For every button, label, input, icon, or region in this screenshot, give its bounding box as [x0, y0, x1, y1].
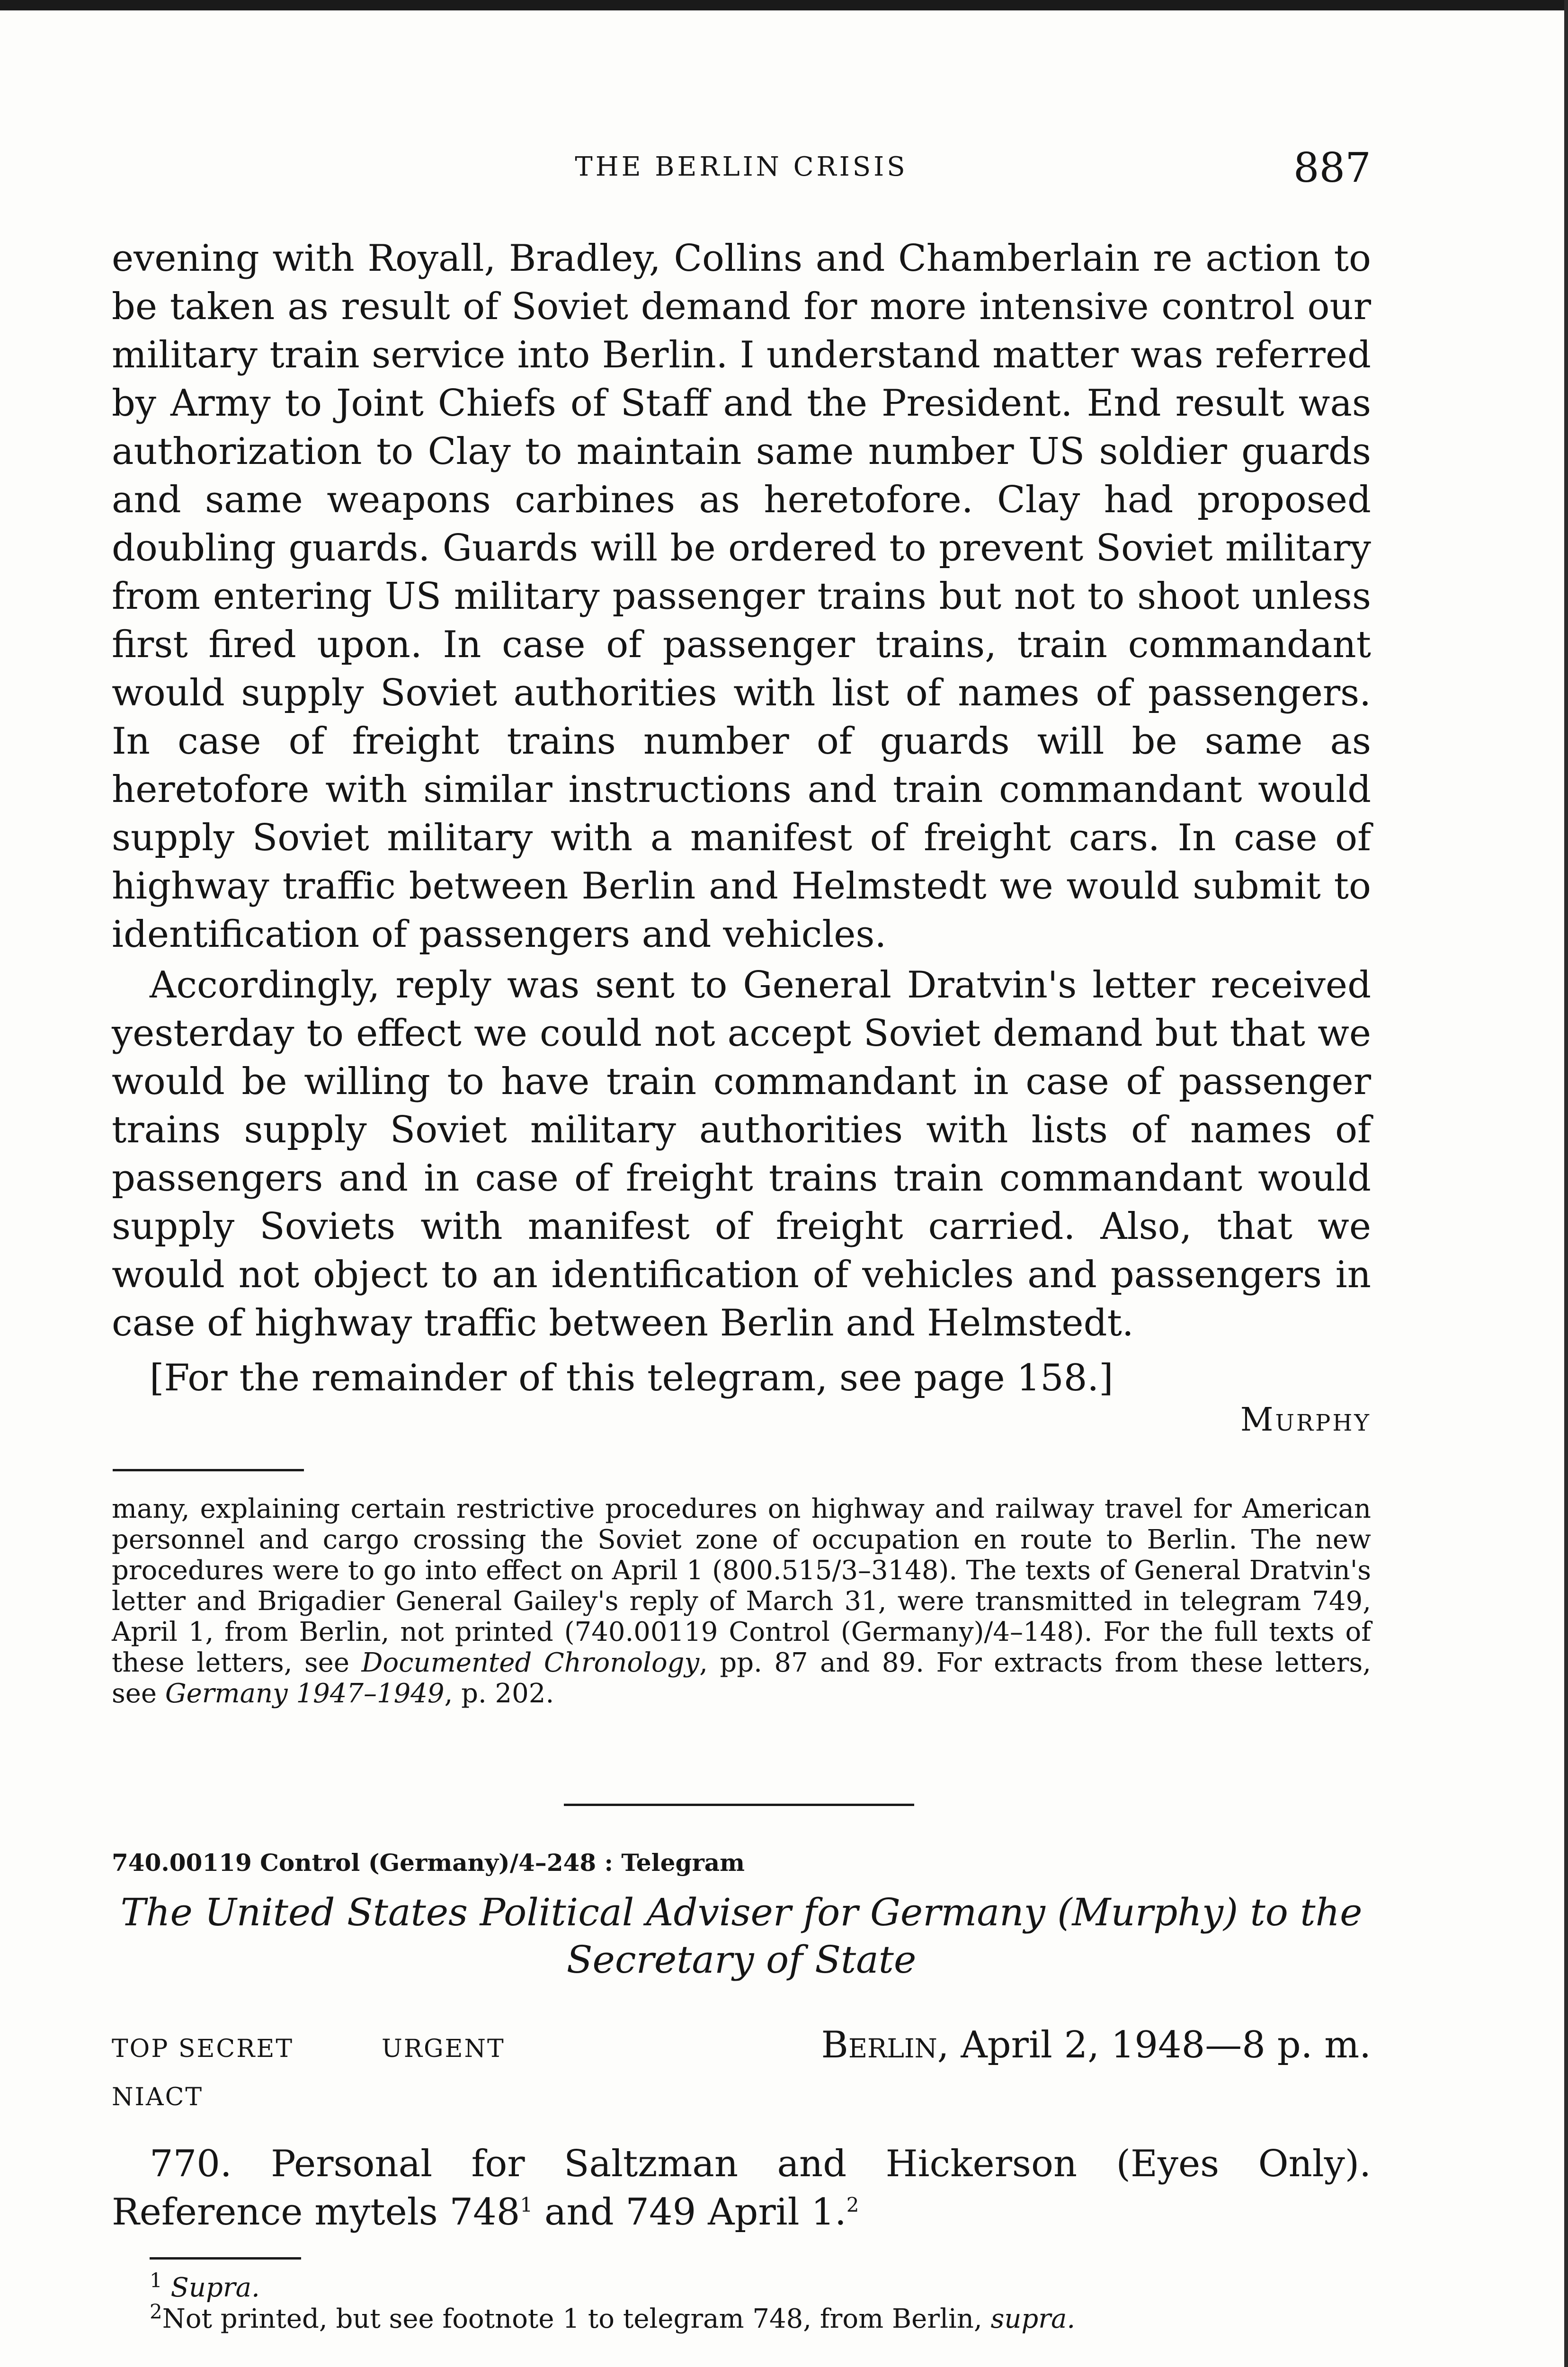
- footnote-text: Not printed, but see footnote 1 to telegram 748, from Berlin,: [162, 2304, 991, 2334]
- footnote-italic: Germany 1947–1949: [165, 1678, 445, 1709]
- message-text: 770. Personal for Saltzman and Hickerson (Eyes Only). Reference mytels 748: [112, 2143, 1371, 2234]
- body-paragraph-2: Accordingly, reply was sent to General Dratvin's letter received yesterday to effect we could not accept Soviet demand but that we would be willing to have train commandant in case of passenger trains supply Soviet military authorities with lists of names of passengers and in case of freight trains train commandant would supply Soviets with manifest of freight carried. Also, that we would not object to an identification of vehicles and passengers in case of highway traffic between Berlin and Helmstedt.: [112, 964, 1371, 1344]
- footnote-text: Supra.: [170, 2272, 260, 2303]
- dateline: [821, 2024, 1372, 2066]
- message-body: [112, 2140, 1371, 2236]
- footnote-text: many, explaining certain restrictive procedures on highway and railway travel for American personnel and cargo crossing the Soviet zone of occupation en route to Berlin. The new procedures were to go into effect on April 1 (800.515/3–3148). The texts of General Dratvin's letter and Brigadier General Gailey's reply of March 31, were transmitted in telegram 749, April 1, from Berlin, not printed (740.00119 Control (Germany)/4–148). For the full texts of these letters, see: [112, 1494, 1371, 1678]
- footnote-italic: supra.: [990, 2304, 1076, 2334]
- footnote-text: , pp. 87 and 89. For extracts from these letters, see: [112, 1647, 1371, 1709]
- footnote-1: [150, 2269, 260, 2304]
- footnote-ref-1: 1: [520, 2193, 533, 2216]
- message-text: and 749 April 1.: [533, 2191, 846, 2234]
- footnote-2: [150, 2300, 1076, 2335]
- scan-right-edge: [1564, 0, 1568, 2367]
- dateline-date: , April 2, 1948—8 p. m.: [937, 2024, 1371, 2066]
- classification-top-secret: TOP SECRET: [112, 2035, 294, 2063]
- footnote-rule: [113, 1469, 304, 1471]
- classification-urgent: URGENT: [382, 2035, 505, 2063]
- body-paragraph-3: [For the remainder of this telegram, see page 158.]: [150, 1357, 1114, 1399]
- footnote-italic: Documented Chronology: [361, 1647, 700, 1678]
- body-paragraph-1: evening with Royall, Bradley, Collins and Chamberlain re action to be taken as result of Soviet demand for more intensive control our military train service into Berlin. I understand matter was referred by Army to Joint Chiefs of Staff and the President. End result was authorization to Clay to maintain same number US soldier guards and same weapons carbines as heretofore. Clay had proposed doubling guards. Guards will be ordered to prevent Soviet military from entering US military passenger trains but not to shoot unless first fired upon. In case of passenger trains, train commandant would supply Soviet authorities with list of names of passengers. In case of freight trains number of guards will be same as heretofore with similar instructions and train commandant would supply Soviet military with a manifest of freight cars. In case of highway traffic between Berlin and Helmstedt we would submit to identification of passengers and vehicles.: [112, 237, 1371, 956]
- footnote-continued: [112, 1494, 1371, 1709]
- running-title: THE BERLIN CRISIS: [575, 151, 908, 182]
- dateline-place: Berlin: [821, 2024, 937, 2066]
- section-divider: [564, 1804, 914, 1806]
- scan-top-edge: [0, 0, 1568, 10]
- file-reference: 740.00119 Control (Germany)/4–248 : Telegram: [112, 1849, 745, 1877]
- footnote-text: , p. 202.: [444, 1678, 554, 1709]
- document-title: The United States Political Adviser for Germany (Murphy) to the Secretary of State: [120, 1890, 1363, 1982]
- footnote-rule: [150, 2257, 301, 2260]
- signature: Murphy: [1240, 1401, 1371, 1439]
- footnote-marker: 2: [150, 2300, 162, 2323]
- page-number: 887: [1293, 144, 1371, 192]
- footnote-ref-2: 2: [846, 2193, 859, 2216]
- footnote-marker: 1: [150, 2269, 162, 2292]
- classification-niact: NIACT: [112, 2083, 204, 2111]
